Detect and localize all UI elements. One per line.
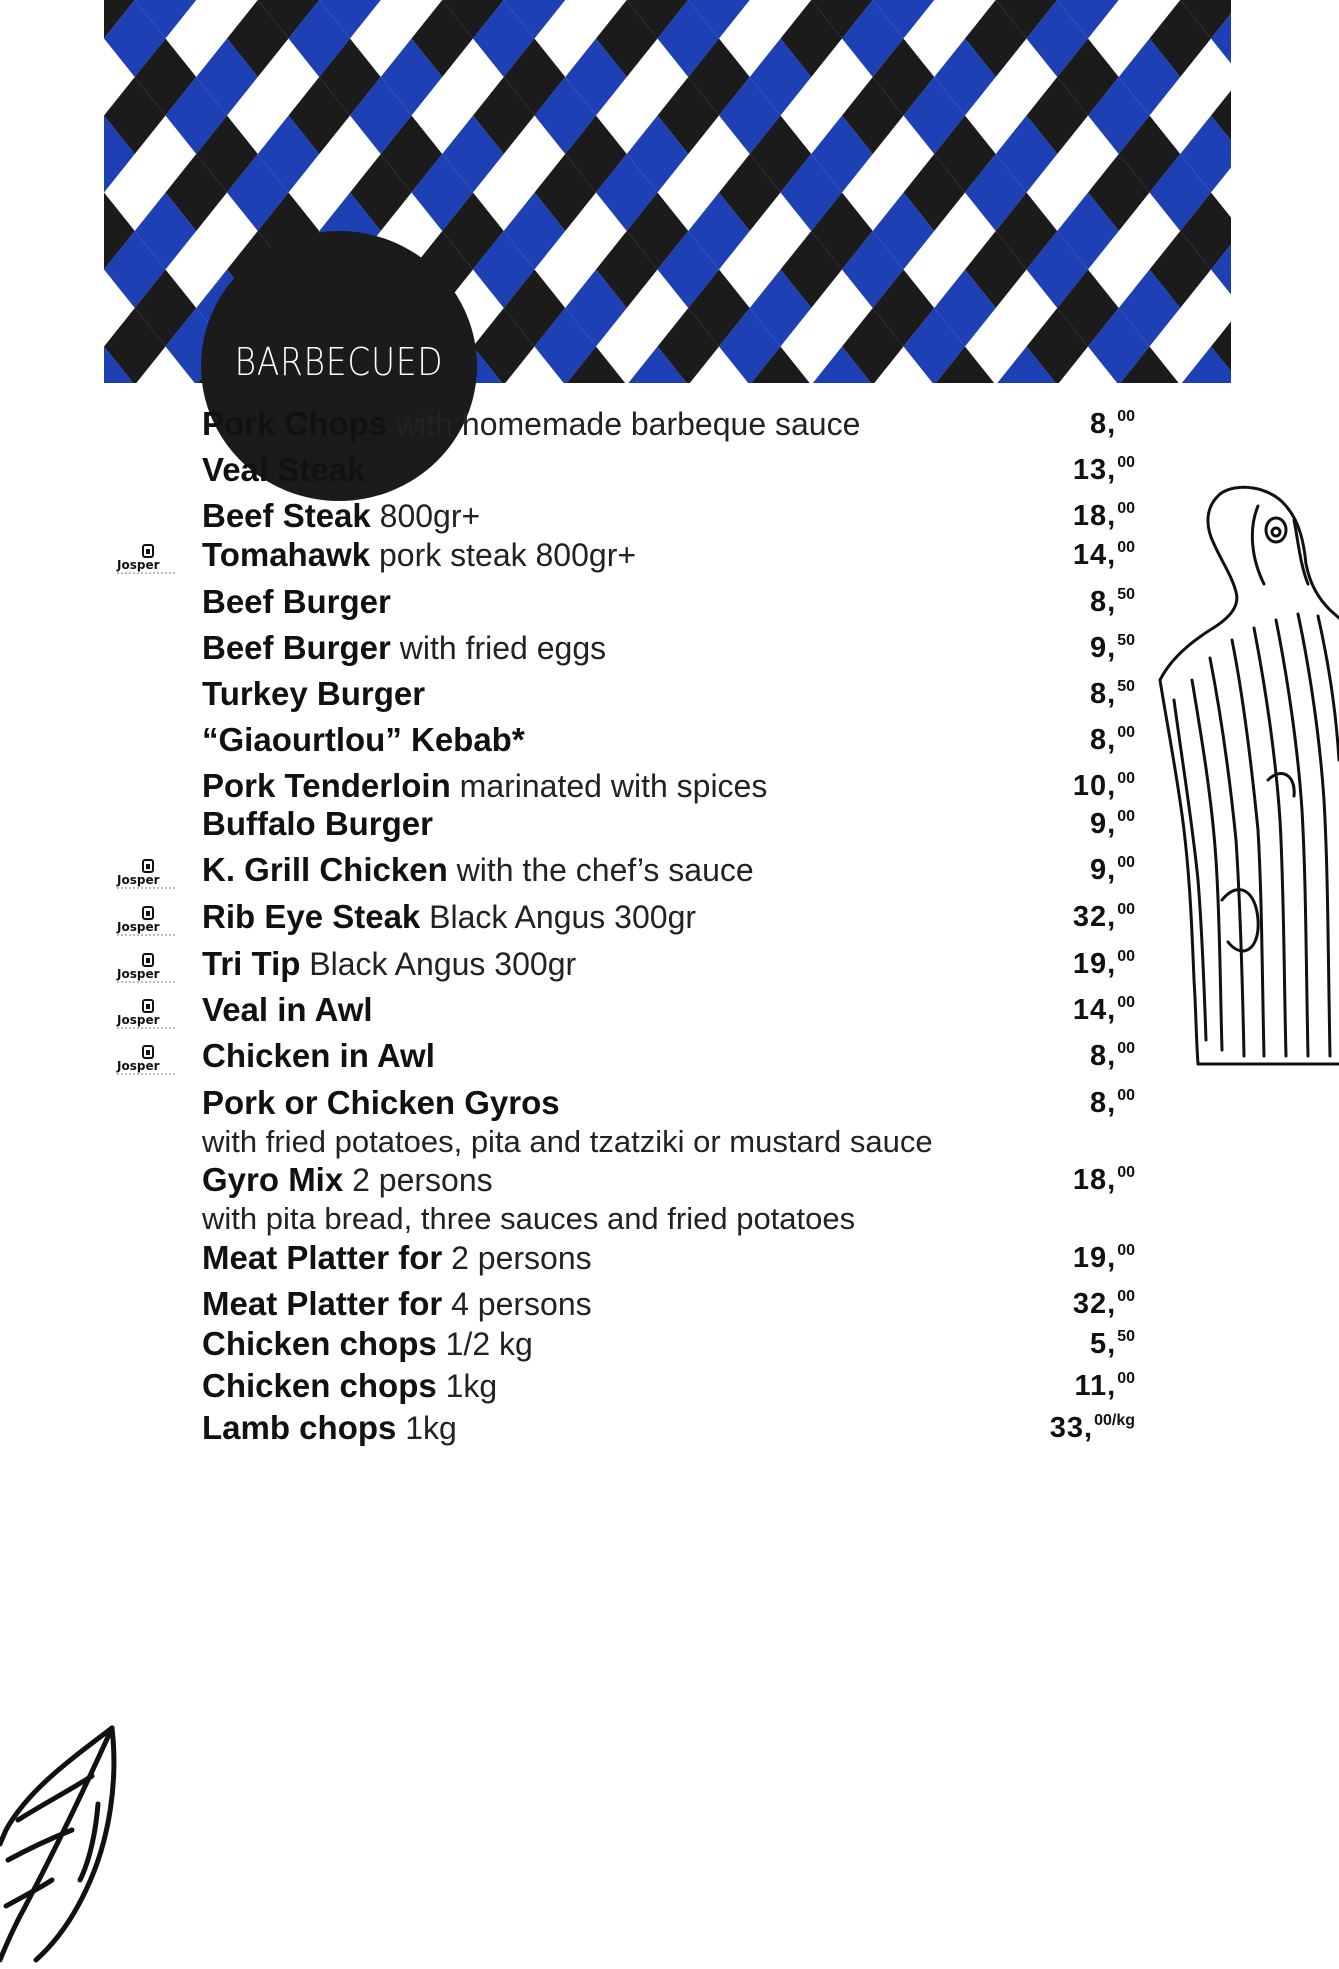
- item-description: 2 persons: [343, 1162, 493, 1198]
- item-name: Chicken chops: [202, 1367, 437, 1404]
- item-name-line: [202, 991, 373, 1029]
- item-name: Pork or Chicken Gyros: [202, 1084, 560, 1121]
- price-integer: 18,: [1072, 500, 1117, 532]
- price-decimal: 00: [1117, 539, 1135, 556]
- item-name-line: [202, 405, 860, 443]
- josper-logo-icon: [114, 998, 180, 1032]
- price-integer: 33,: [1049, 1412, 1094, 1444]
- item-name-line: [202, 1084, 560, 1122]
- price-integer: 5,: [1090, 1328, 1117, 1360]
- item-name-line: [202, 898, 696, 936]
- price-integer: 9,: [1090, 854, 1117, 886]
- price-integer: 10,: [1072, 770, 1117, 802]
- price-decimal: 00: [1117, 770, 1135, 787]
- item-description: pork steak 800gr+: [370, 537, 637, 573]
- item-price: [1090, 586, 1135, 619]
- price-integer: 8,: [1090, 678, 1117, 710]
- josper-logo-text: Josper: [117, 558, 160, 572]
- item-price: [1073, 454, 1135, 487]
- item-price: [1090, 724, 1135, 757]
- item-price: [1074, 1370, 1135, 1403]
- price-integer: 9,: [1090, 632, 1117, 664]
- item-name-line: [202, 583, 391, 621]
- josper-logo-icon: [114, 952, 180, 986]
- price-integer: 8,: [1090, 586, 1117, 618]
- item-name: Veal Steak: [202, 451, 366, 488]
- price-decimal: 00: [1117, 808, 1135, 825]
- price-decimal: 00: [1117, 1164, 1135, 1181]
- item-name-line: [202, 497, 480, 535]
- item-name: Beef Burger: [202, 583, 391, 620]
- josper-logo-text: Josper: [117, 873, 160, 887]
- item-name-line: [202, 451, 365, 489]
- item-name-line: [202, 675, 425, 713]
- item-name: Beef Burger: [202, 629, 391, 666]
- item-name: Buffalo Burger: [202, 805, 433, 842]
- price-integer: 32,: [1072, 1288, 1117, 1320]
- item-name: Gyro Mix: [202, 1161, 344, 1198]
- item-description: 1kg: [436, 1368, 498, 1404]
- item-name-line: [202, 1037, 435, 1075]
- item-name: Chicken chops: [202, 1325, 437, 1362]
- item-name: Tomahawk: [202, 536, 371, 573]
- item-price: [1090, 808, 1135, 841]
- price-integer: 18,: [1072, 1164, 1117, 1196]
- item-description: 2 persons: [442, 1240, 592, 1276]
- price-integer: 13,: [1072, 454, 1117, 486]
- item-price: [1073, 1288, 1135, 1321]
- price-decimal: 00: [1117, 948, 1135, 965]
- josper-logo-icon: [114, 1044, 180, 1078]
- item-name-line: [202, 1325, 533, 1363]
- item-description: with fried eggs: [390, 630, 607, 666]
- item-price: [1073, 901, 1135, 934]
- item-name-line: [202, 721, 525, 759]
- item-price: [1073, 539, 1135, 572]
- item-name-line: [202, 536, 636, 574]
- item-name: Lamb chops: [202, 1409, 397, 1446]
- item-description: 4 persons: [442, 1286, 592, 1322]
- price-decimal: 50: [1117, 678, 1135, 695]
- josper-logo-icon: [114, 543, 180, 577]
- item-subtext: with fried potatoes, pita and tzatziki or mustard sauce: [202, 1124, 933, 1159]
- item-name-line: [202, 945, 576, 983]
- section-title: BARBECUED: [234, 340, 444, 384]
- item-price: [1090, 408, 1135, 441]
- item-price: [1090, 854, 1135, 887]
- price-decimal: 00: [1117, 454, 1135, 471]
- item-description: 800gr+: [370, 498, 481, 534]
- item-name-line: [202, 851, 754, 889]
- item-name: “Giaourtlou” Kebab*: [202, 721, 525, 758]
- item-name: Veal in Awl: [202, 991, 373, 1028]
- price-decimal: 00/kg: [1094, 1412, 1135, 1429]
- item-price: [1073, 500, 1135, 533]
- price-integer: 8,: [1090, 408, 1117, 440]
- item-price: [1090, 1040, 1135, 1073]
- item-name-line: [202, 1285, 592, 1323]
- item-description: Black Angus 300gr: [420, 899, 697, 935]
- price-decimal: 50: [1117, 632, 1135, 649]
- price-decimal: 00: [1117, 724, 1135, 741]
- price-decimal: 50: [1117, 586, 1135, 603]
- item-name: Pork Chops: [202, 405, 388, 442]
- price-decimal: 00: [1117, 1087, 1135, 1104]
- item-name: Chicken in Awl: [202, 1037, 435, 1074]
- price-decimal: 00: [1117, 1370, 1135, 1387]
- price-integer: 8,: [1090, 1087, 1117, 1119]
- item-description: marinated with spices: [450, 768, 768, 804]
- item-price: [1073, 994, 1135, 1027]
- josper-logo-icon: [114, 905, 180, 939]
- item-name: K. Grill Chicken: [202, 851, 448, 888]
- price-integer: 14,: [1072, 539, 1117, 571]
- item-description: with homemade barbeque sauce: [387, 406, 861, 442]
- item-price: [1090, 1087, 1135, 1120]
- item-name-line: [202, 1239, 592, 1277]
- price-decimal: 00: [1117, 1040, 1135, 1057]
- item-name: Beef Steak: [202, 497, 371, 534]
- josper-logo-text: Josper: [117, 1013, 160, 1027]
- item-name-line: [202, 629, 606, 667]
- price-integer: 32,: [1072, 901, 1117, 933]
- item-price: [1050, 1412, 1135, 1445]
- item-name-line: [202, 767, 767, 805]
- josper-logo-text: Josper: [117, 1059, 160, 1073]
- price-decimal: 00: [1117, 854, 1135, 871]
- price-decimal: 00: [1117, 1242, 1135, 1259]
- price-decimal: 00: [1117, 901, 1135, 918]
- item-subtext: with pita bread, three sauces and fried potatoes: [202, 1201, 856, 1236]
- price-integer: 19,: [1072, 948, 1117, 980]
- item-price: [1073, 1242, 1135, 1275]
- item-name-line: [202, 805, 433, 843]
- item-name-line: [202, 1161, 493, 1199]
- josper-logo-text: Josper: [117, 967, 160, 981]
- cutting-board-illustration: [1158, 480, 1339, 1070]
- item-price: [1090, 678, 1135, 711]
- item-price: [1073, 1164, 1135, 1197]
- item-description: Black Angus 300gr: [300, 946, 577, 982]
- item-name: Turkey Burger: [202, 675, 426, 712]
- price-integer: 8,: [1090, 724, 1117, 756]
- price-integer: 14,: [1072, 994, 1117, 1026]
- item-price: [1090, 632, 1135, 665]
- item-name-line: [202, 1367, 497, 1405]
- josper-logo-icon: [114, 858, 180, 892]
- price-integer: 8,: [1090, 1040, 1117, 1072]
- price-decimal: 00: [1117, 408, 1135, 425]
- item-description: with the chef’s sauce: [447, 852, 754, 888]
- item-price: [1090, 1328, 1135, 1361]
- josper-logo-text: Josper: [117, 920, 160, 934]
- item-name-line: [202, 1409, 457, 1447]
- item-description: 1/2 kg: [436, 1326, 533, 1362]
- item-description: 1kg: [396, 1410, 457, 1446]
- item-price: [1073, 770, 1135, 803]
- price-decimal: 00: [1117, 500, 1135, 517]
- price-integer: 11,: [1074, 1370, 1117, 1402]
- price-integer: 9,: [1090, 808, 1117, 840]
- price-decimal: 50: [1117, 1328, 1135, 1345]
- item-name: Tri Tip: [202, 945, 301, 982]
- price-integer: 19,: [1072, 1242, 1117, 1274]
- item-name: Rib Eye Steak: [202, 898, 421, 935]
- price-decimal: 00: [1117, 1288, 1135, 1305]
- item-price: [1073, 948, 1135, 981]
- leaf-illustration: [0, 1720, 125, 1969]
- item-name: Meat Platter for: [202, 1239, 443, 1276]
- item-name: Meat Platter for: [202, 1285, 443, 1322]
- price-decimal: 00: [1117, 994, 1135, 1011]
- item-name: Pork Tenderloin: [202, 767, 451, 804]
